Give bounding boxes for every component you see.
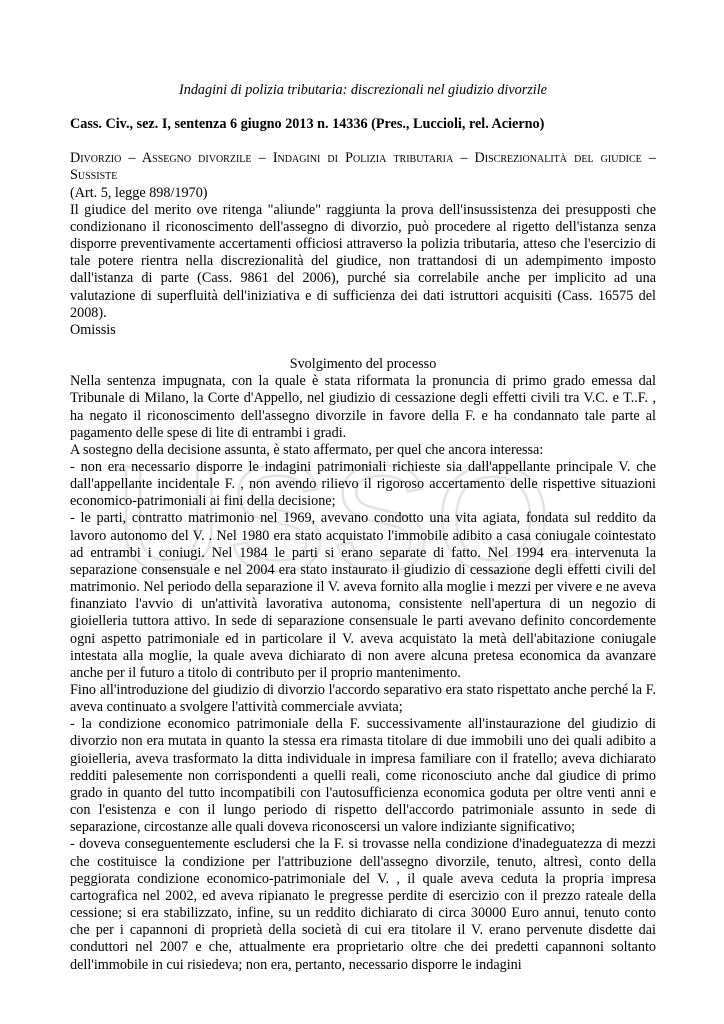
omissis-note: Omissis <box>70 321 116 338</box>
section-heading: Svolgimento del processo <box>289 356 437 373</box>
body-paragraph: - non era necessario disporre le indagini patrimoniali richieste sia dall'appellante principale V. che dall'appellante incidentale F. , non avendo rilievo il rigoroso accertamento delle rispettive situazioni economico-patrimoniali ai fini della decisione; <box>70 458 656 510</box>
svg-text:JUSSO.it: USSO. <box>120 440 600 602</box>
document-title: Indagini di polizia tributaria: discrezionali nel giudizio divorzile <box>179 82 547 98</box>
body-paragraph: - doveva conseguentemente escludersi che la F. si trovasse nella condizione d'inadeguatezza di mezzi che costituisce la condizione per l'attribuzione dell'assegno divorzile, tenuto, altresì, conto della peggiorata condizione economico-patrimoniale del V. , il quale aveva ceduta la propria impresa cartografica nel 2002, ed aveva ripianato le pregresse perdite di esercizio con il prezzo rateale della cessione; si era stabilizzato, infine, su un reddito dichiarato di circa 30000 Euro annui, tenuto conto che per i capannoni di proprietà della società di cui era titolare il V. erano pervenute disdette dai conduttori nel 2007 e che, attualmente era proprietario oltre che dei predetti capannoni soltanto dell'immobile in cui risiedeva; non era, pertanto, necessario disporre le indagini <box>70 836 656 973</box>
body-paragraph: Nella sentenza impugnata, con la quale è stata riformata la pronuncia di primo grado emessa dal Tribunale di Milano, la Corte d'Appello, nel giudizio di cessazione degli effetti civili tra V.C. e T..F. , ha negato il riconoscimento dell'assegno divorzile in favore della F. e ha condannato tale parte al pagamento delle spese di lite di entrambi i gradi. <box>70 373 656 441</box>
body-paragraph: - le parti, contratto matrimonio nel 1969, avevano condotto una vita agiata, fondata sul reddito da lavoro autonomo del V. . Nel 1980 era stato acquistato l'immobile adibito a casa coniugale cointestato ad entrambi i coniugi. Nel 1984 le parti si erano separate di fatto. Nel 1994 era intervenuta la separazione consensuale e nel 2004 era stato instaurato il giudizio di cessazione degli effetti civili del matrimonio. Nel periodo della separazione il V. aveva fornito alla moglie i mezzi per vivere e ne aveva finanziato l'avvio di un'attività lavorativa autonoma, consistente nell'apertura di un negozio di gioielleria tuttora attivo. In sede di separazione consensuale le parti avevano definito concordemente ogni aspetto patrimoniale ed in particolare il V. aveva acquistato la metà dell'abitazione coniugale intestata alla moglie, la quale aveva dichiarato di non avere alcuna pretesa economica da avanzare anche per il futuro a titolo di contributo per il proprio mantenimento. <box>70 510 656 681</box>
body-paragraph: Fino all'introduzione del giudizio di divorzio l'accordo separativo era stato rispettato anche perché la F. aveva continuato a svolgere l'attività commerciale avviata; <box>70 682 656 716</box>
body-paragraph: - la condizione economico patrimoniale della F. successivamente all'instaurazione del giudizio di divorzio non era mutata in quanto la stessa era rimasta titolare di due immobili uno dei quali adibito a gioielleria, aveva trasformato la ditta individuale in impresa familiare con il fratello; aveva dichiarato redditi palesemente non corrispondenti a quelli reali, come riconosciuto anche dal giudice di primo grado in quanto del tutto incompatibili con l'autosufficienza economica goduta per oltre venti anni e con l'esistenza e con il lungo periodo di rispetto dell'accordo patrimoniale assunto in sede di separazione, circostanze alle quali doveva riconoscersi un valore indiziante significativo; <box>70 716 656 836</box>
legal-reference: (Art. 5, legge 898/1970) <box>70 184 208 201</box>
subject-line: Divorzio – Assegno divorzile – Indagini di Polizia tributaria – Discrezionalità del giudice – Sussiste <box>70 150 656 184</box>
body-paragraph: A sostegno della decisione assunta, è stato affermato, per quel che ancora interessa: <box>70 441 544 458</box>
document-page <box>70 82 656 974</box>
case-reference: Cass. Civ., sez. I, sentenza 6 giugno 2013 n. 14336 (Pres., Luccioli, rel. Acierno) <box>70 116 545 133</box>
summary-paragraph: Il giudice del merito ove ritenga "aliunde" raggiunta la prova dell'insussistenza dei presupposti che condizionano il riconoscimento dell'assegno di divorzio, può procedere al rigetto dell'istanza senza disporre preventivamente accertamenti officiosi attraverso la polizia tributaria, atteso che l'esercizio di tale potere rientra nella discrezionalità del giudice, non trattandosi di un adempimento imposto dall'istanza di parte (Cass. 9861 del 2006), purché sia correlabile anche per implicito ad una valutazione di superfluità dell'iniziativa e di sufficienza dei dati istruttori acquisiti (Cass. 16575 del 2008). <box>70 201 656 321</box>
